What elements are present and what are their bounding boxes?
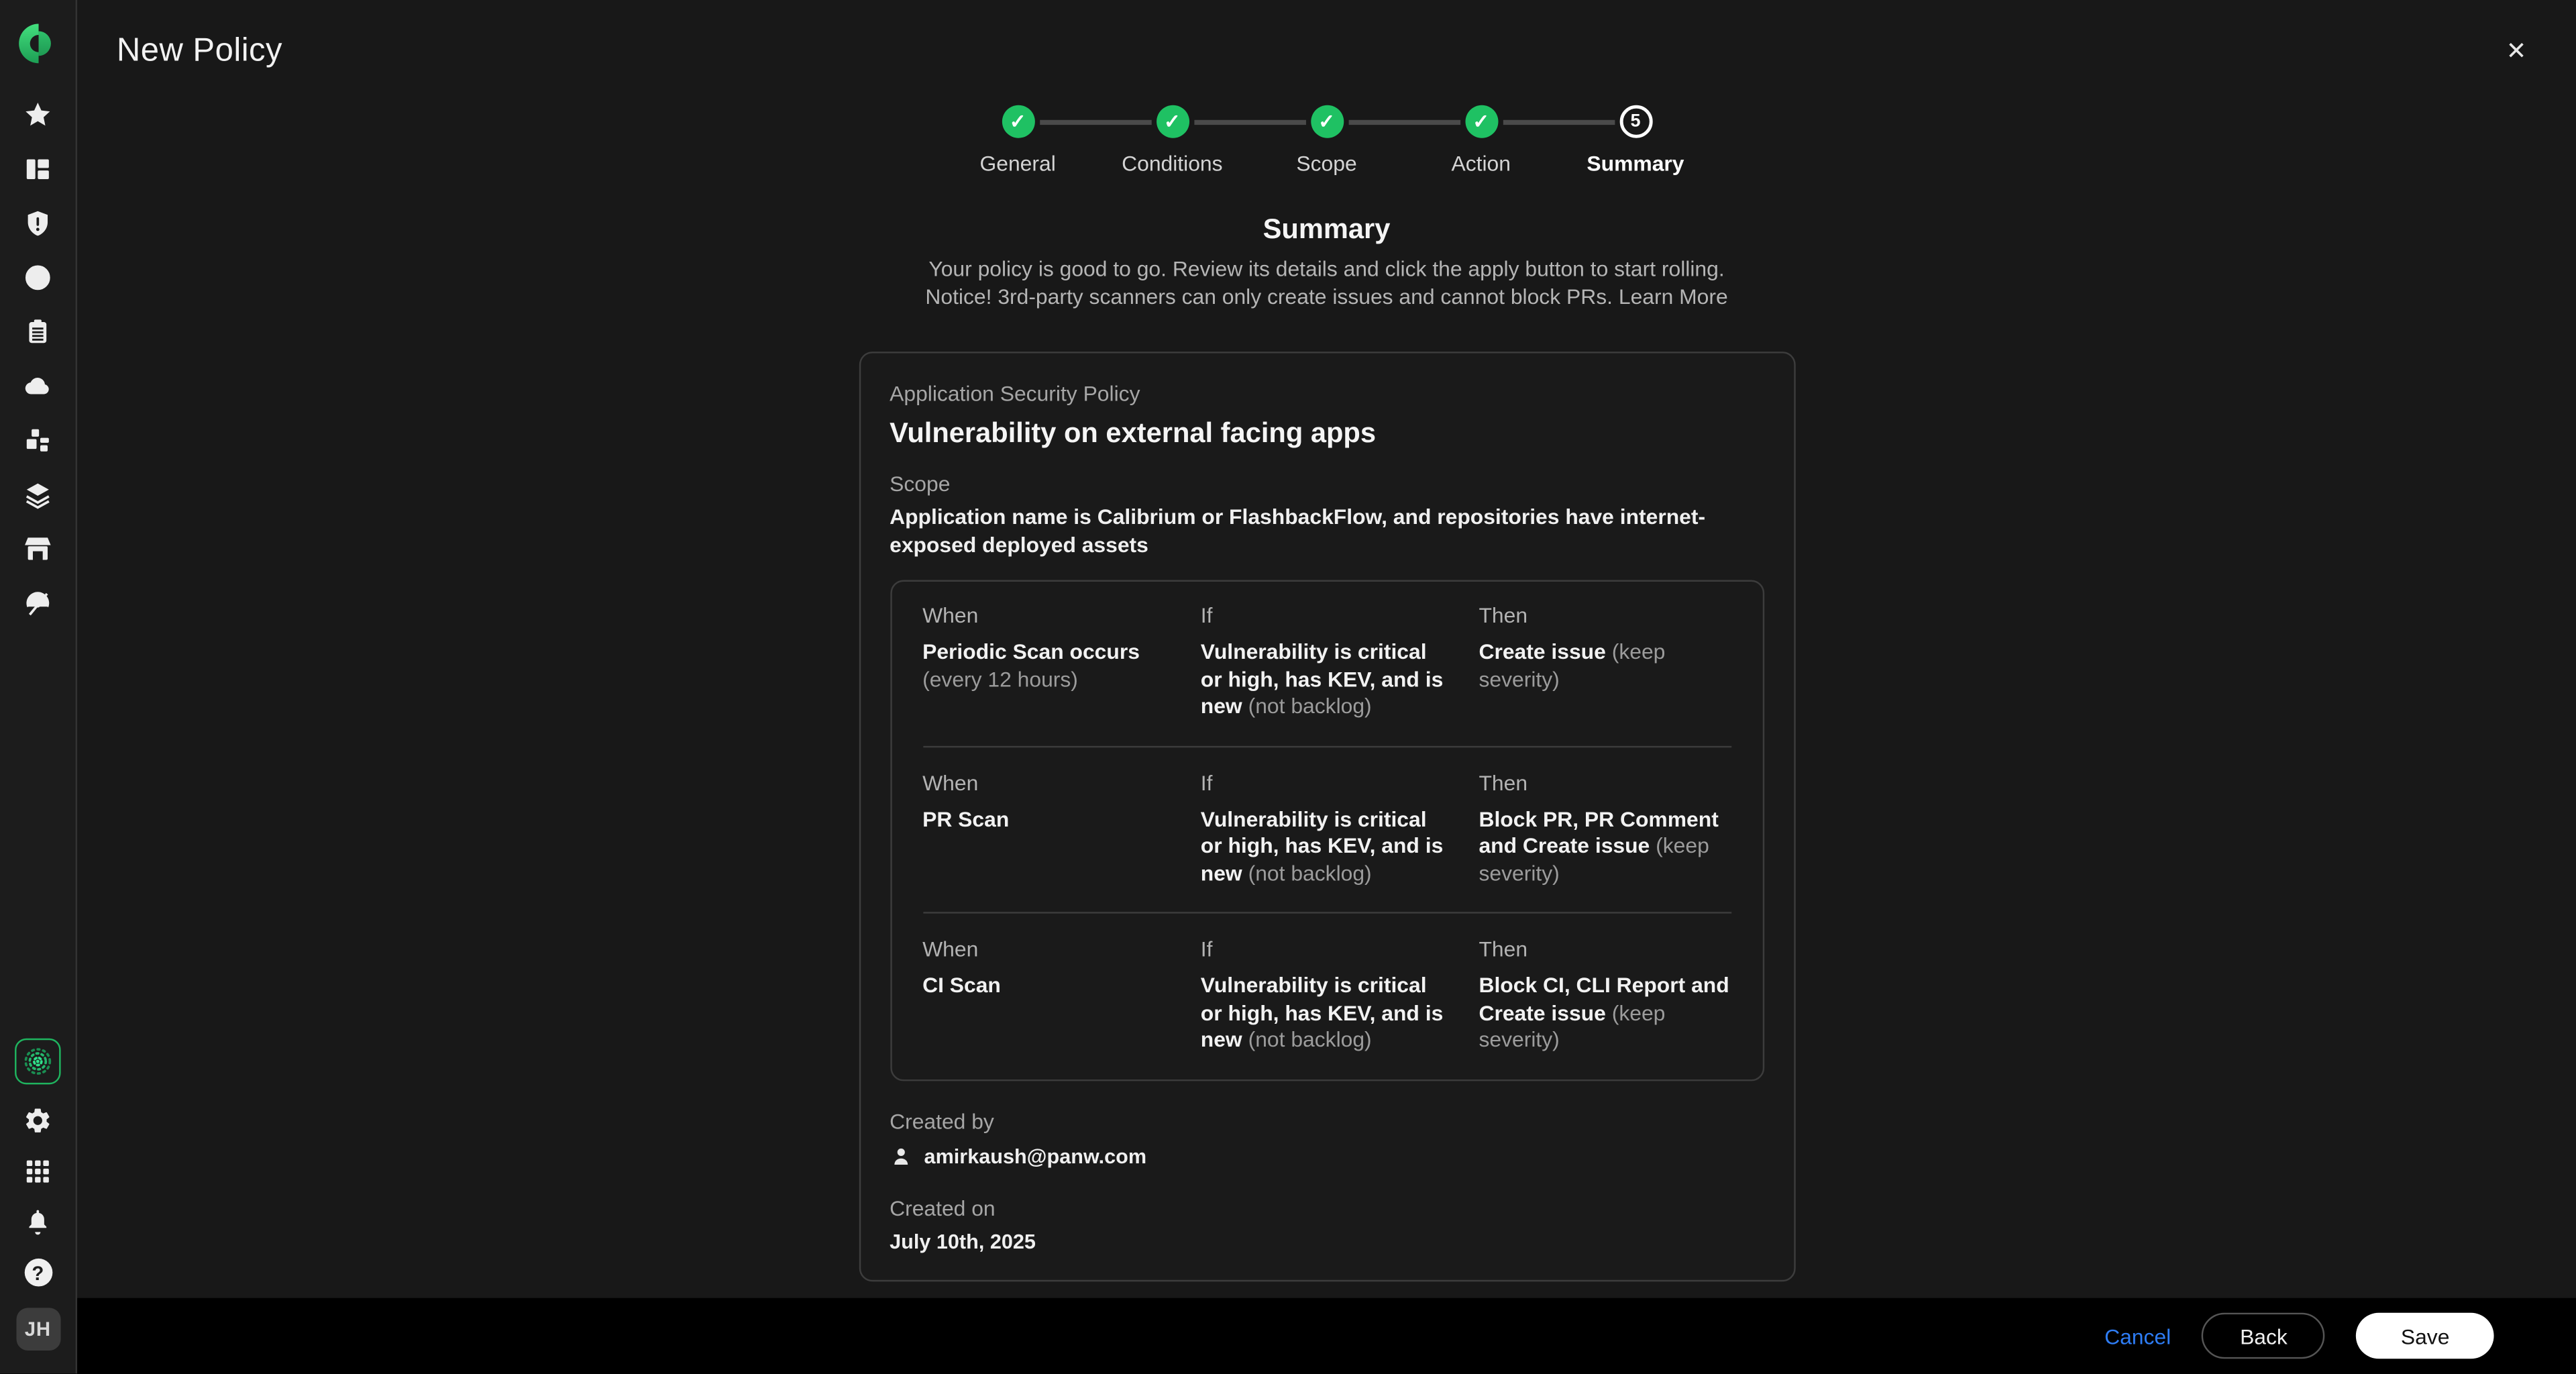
rule-then-column [1479,603,1730,721]
back-button[interactable]: Back [2202,1313,2325,1359]
modal-header [77,0,2576,70]
stepper-step-summary[interactable] [1558,105,1713,176]
rules-panel [890,580,1764,1080]
storefront-icon[interactable] [23,534,52,564]
rule-if-column [1201,603,1452,721]
step-label: Action [1451,151,1511,176]
stepper-step-scope[interactable] [1249,105,1403,176]
cancel-button[interactable]: Cancel [2104,1323,2171,1349]
rule-then-value: Block PR, PR Comment and Create issue (keep severity) [1479,806,1719,885]
scope-label: Scope [890,471,951,496]
layers-icon[interactable] [23,480,52,509]
created-by-row [890,1145,1764,1167]
rule-when-label: When [922,770,979,795]
step-label: Conditions [1122,151,1223,176]
rule-then-label: Then [1479,936,1528,961]
rule-when-column [922,603,1174,721]
rule-then-column [1479,770,1730,887]
new-policy-modal [77,0,2576,1373]
apps-grid-icon[interactable] [23,1157,52,1186]
rule-if-label: If [1200,602,1213,628]
person-icon [890,1145,911,1167]
policy-name: Vulnerability on external facing apps [890,417,1377,449]
scope-value: Application name is Calibrium or FlashbackFlow, and repositories have internet-exposed deployed assets [890,504,1706,556]
created-on-label: Created on [890,1195,996,1220]
rule-if-value: Vulnerability is critical or high, has KEV, and is new (not backlog) [1200,806,1444,885]
clipboard-icon[interactable] [23,317,52,347]
check-icon: ✓ [1464,105,1497,138]
rule-when-column [922,937,1174,1054]
step-label: Summary [1587,151,1684,176]
summary-description [77,256,2576,311]
sidebar [0,0,77,1373]
rule-divider [922,912,1731,913]
blocks-icon[interactable] [23,425,52,455]
help-icon[interactable] [24,1259,52,1287]
summary-description-line1: Your policy is good to go. Review its details and click the apply button to start rolling. [928,256,1725,281]
summary-title: Summary [1263,213,1391,245]
rule-if-label: If [1200,936,1213,961]
created-on-value: July 10th, 2025 [890,1230,1036,1253]
rule-when-value: PR Scan [922,806,1010,831]
policy-summary-card [859,352,1795,1281]
rule-if-column [1201,937,1452,1054]
rule-when-value: Periodic Scan occurs (every 12 hours) [922,639,1140,691]
rule-when-value: CI Scan [922,972,1001,998]
brand-logo[interactable] [15,21,60,66]
rule-if-label: If [1200,770,1213,795]
stepper-step-action[interactable] [1404,105,1558,176]
sidebar-bottom-nav [15,1039,61,1351]
check-icon: ✓ [1156,105,1189,138]
check-icon: ✓ [1310,105,1343,138]
rule-when-label: When [922,602,979,628]
rule-then-label: Then [1479,770,1528,795]
stepper [941,105,1713,176]
cloud-icon[interactable] [23,371,52,401]
rule-row [922,603,1731,721]
sidebar-top-nav [23,100,52,617]
target-icon[interactable] [23,263,52,293]
close-icon[interactable]: ✕ [2506,33,2527,64]
help-glyph: ? [32,1261,44,1284]
step-label: General [979,151,1056,176]
rule-then-value: Block CI, CLI Report and Create issue (keep severity) [1479,972,1729,1052]
summary-header [77,213,2576,310]
rule-then-label: Then [1479,602,1528,628]
summary-description-line2: Notice! 3rd-party scanners can only create issues and cannot block PRs. [925,283,1613,309]
shield-alert-icon[interactable] [23,209,52,238]
modal-footer [77,1298,2576,1374]
settings-gear-icon[interactable] [23,1106,52,1135]
rule-when-label: When [922,936,979,961]
user-avatar[interactable] [15,1308,60,1351]
ai-assistant-icon[interactable] [15,1039,61,1085]
step-label: Scope [1296,151,1357,176]
rule-when-column [922,770,1174,887]
rule-divider [922,745,1731,747]
learn-more-link[interactable]: Learn More [1618,283,1728,309]
rule-if-value: Vulnerability is critical or high, has KEV, and is new (not backlog) [1200,639,1444,719]
page-title: New Policy [116,32,283,69]
rule-then-column [1479,937,1730,1054]
save-button[interactable]: Save [2357,1313,2494,1359]
created-by-label: Created by [890,1108,994,1133]
gauge-icon[interactable] [23,588,52,618]
rule-if-column [1201,770,1452,887]
rule-if-value: Vulnerability is critical or high, has KEV, and is new (not backlog) [1200,972,1444,1052]
avatar-initials: JH [24,1318,51,1341]
check-icon: ✓ [1002,105,1034,138]
rule-row [922,770,1731,887]
dashboard-icon[interactable] [23,154,52,184]
star-icon[interactable] [23,100,52,129]
created-by-value: amirkaush@panw.com [924,1144,1147,1168]
step-number: 5 [1619,105,1652,138]
notifications-bell-icon[interactable] [23,1208,52,1237]
rule-then-value: Create issue (keep severity) [1479,639,1666,691]
policy-type-label: Application Security Policy [890,381,1140,406]
stepper-step-general[interactable] [941,105,1095,176]
stepper-step-conditions[interactable] [1095,105,1249,176]
rule-row [922,937,1731,1054]
